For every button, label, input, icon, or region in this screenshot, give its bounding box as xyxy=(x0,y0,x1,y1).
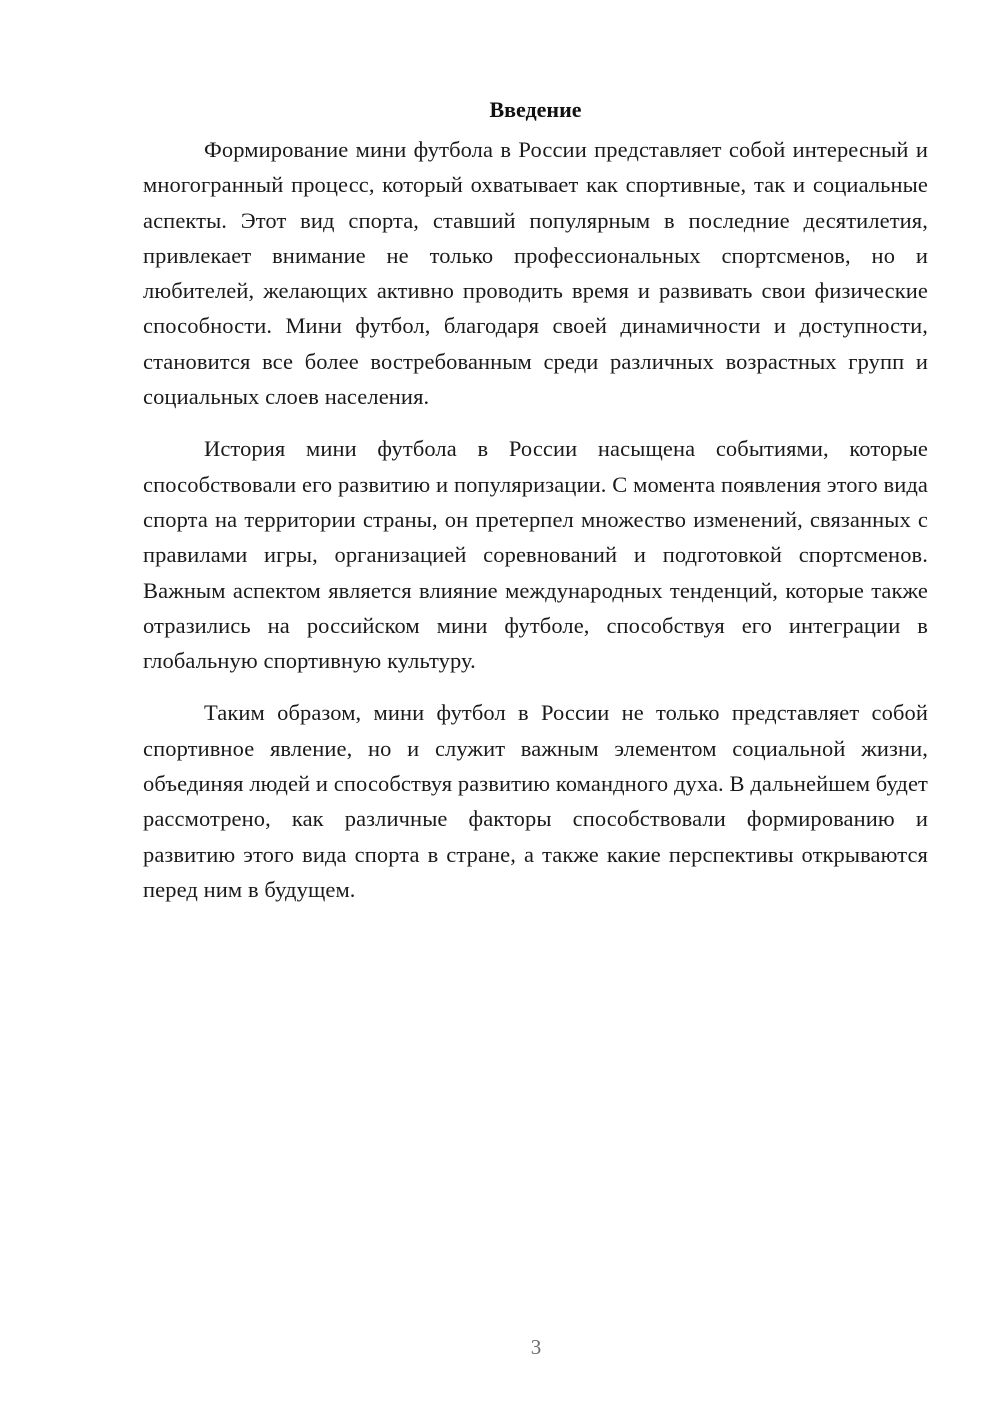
paragraph-1: Формирование мини футбола в России представляет собой интересный и многогранный процесс, который охватывает как спортивные, так и социальные аспекты. Этот вид спорта, ставший популярным в последние десятилетия, привлекает внимание не только профессиональных спортсменов, но и любителей, желающих активно проводить время и развивать свои физические способности. Мини футбол, благодаря своей динамичности и доступности, становится все более востребованным среди различных возрастных групп и социальных слоев населения. xyxy=(143,137,928,410)
paragraph-3: Таким образом, мини футбол в России не только представляет собой спортивное явление, но и служит важным элементом социальной жизни, объединяя людей и способствуя развитию командного духа. В дальнейшем будет рассмотрено, как различные факторы способствовали формированию и развитию этого вида спорта в стране, а также какие перспективы открываются перед ним в будущем. xyxy=(143,700,928,902)
section-heading: Введение xyxy=(489,97,582,122)
paragraph-2: История мини футбола в России насыщена событиями, которые способствовали его развитию и популяризации. С момента появления этого вида спорта на территории страны, он претерпел множество изменений, связанных с правилами игры, организацией соревнований и подготовкой спортсменов. Важным аспектом является влияние международных тенденций, которые также отразились на российском мини футболе, способствуя его интеграции в глобальную спортивную культуру. xyxy=(143,436,928,674)
page-number: 3 xyxy=(530,1335,542,1359)
page-content xyxy=(143,92,928,924)
